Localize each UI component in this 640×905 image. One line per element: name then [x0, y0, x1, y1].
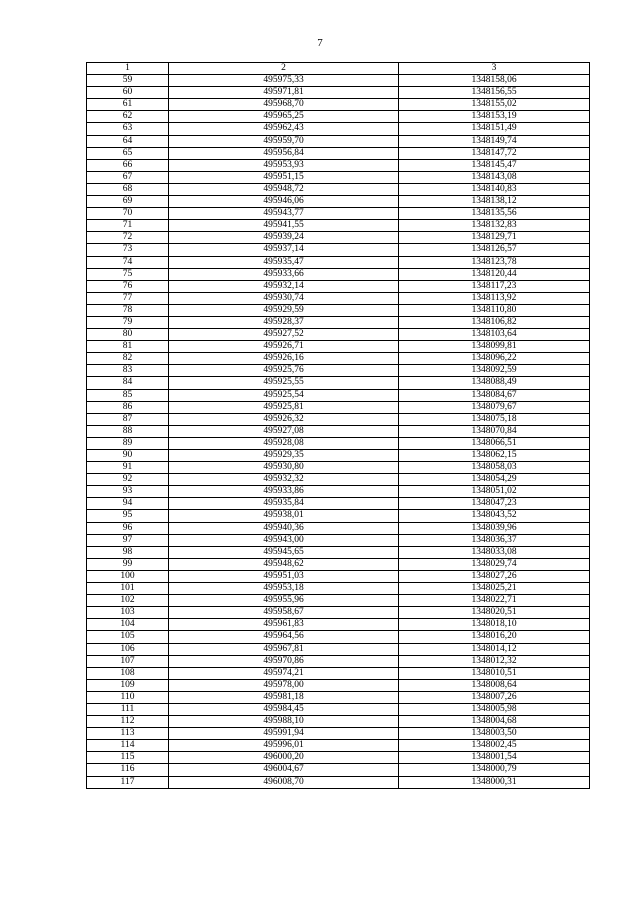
point-number-cell: 65 [87, 147, 169, 159]
x-coordinate-cell: 495925,76 [169, 365, 399, 377]
table-row [87, 752, 590, 764]
y-coordinate-cell: 1348007,26 [399, 691, 590, 703]
table-row [87, 232, 590, 244]
table-row [87, 607, 590, 619]
y-coordinate-cell: 1348129,71 [399, 232, 590, 244]
point-number-cell: 64 [87, 135, 169, 147]
y-coordinate-cell: 1348070,84 [399, 425, 590, 437]
x-coordinate-cell: 495978,00 [169, 679, 399, 691]
point-number-cell: 109 [87, 679, 169, 691]
x-coordinate-cell: 495974,21 [169, 667, 399, 679]
y-coordinate-cell: 1348126,57 [399, 244, 590, 256]
y-coordinate-cell: 1348156,55 [399, 87, 590, 99]
y-coordinate-cell: 1348018,10 [399, 619, 590, 631]
point-number-cell: 115 [87, 752, 169, 764]
y-coordinate-cell: 1348025,21 [399, 583, 590, 595]
x-coordinate-cell: 495940,36 [169, 522, 399, 534]
x-coordinate-cell: 495926,16 [169, 353, 399, 365]
x-coordinate-cell: 495988,10 [169, 716, 399, 728]
table-row [87, 691, 590, 703]
y-coordinate-cell: 1348008,64 [399, 679, 590, 691]
point-number-cell: 77 [87, 292, 169, 304]
point-number-cell: 66 [87, 159, 169, 171]
point-number-cell: 98 [87, 546, 169, 558]
point-number-cell: 69 [87, 196, 169, 208]
y-coordinate-cell: 1348138,12 [399, 196, 590, 208]
point-number-cell: 72 [87, 232, 169, 244]
point-number-cell: 89 [87, 437, 169, 449]
y-coordinate-cell: 1348027,26 [399, 570, 590, 582]
y-coordinate-cell: 1348123,78 [399, 256, 590, 268]
x-coordinate-cell: 495991,94 [169, 728, 399, 740]
x-coordinate-cell: 495929,35 [169, 450, 399, 462]
y-coordinate-cell: 1348054,29 [399, 474, 590, 486]
point-number-cell: 92 [87, 474, 169, 486]
table-row [87, 292, 590, 304]
x-coordinate-cell: 496004,67 [169, 764, 399, 776]
table-row [87, 353, 590, 365]
y-coordinate-cell: 1348000,31 [399, 776, 590, 788]
table-header-row [87, 63, 590, 75]
table-row [87, 413, 590, 425]
point-number-cell: 88 [87, 425, 169, 437]
x-coordinate-cell: 495937,14 [169, 244, 399, 256]
point-number-cell: 67 [87, 171, 169, 183]
point-number-cell: 80 [87, 329, 169, 341]
x-coordinate-cell: 495965,25 [169, 111, 399, 123]
point-number-cell: 114 [87, 740, 169, 752]
table-row [87, 159, 590, 171]
x-coordinate-cell: 495961,83 [169, 619, 399, 631]
point-number-cell: 116 [87, 764, 169, 776]
y-coordinate-cell: 1348020,51 [399, 607, 590, 619]
point-number-cell: 102 [87, 595, 169, 607]
y-coordinate-cell: 1348004,68 [399, 716, 590, 728]
table-row [87, 667, 590, 679]
table-row [87, 522, 590, 534]
x-coordinate-cell: 495926,71 [169, 341, 399, 353]
point-number-cell: 84 [87, 377, 169, 389]
y-coordinate-cell: 1348117,23 [399, 280, 590, 292]
point-number-cell: 97 [87, 534, 169, 546]
y-coordinate-cell: 1348099,81 [399, 341, 590, 353]
point-number-cell: 101 [87, 583, 169, 595]
y-coordinate-cell: 1348084,67 [399, 389, 590, 401]
point-number-cell: 96 [87, 522, 169, 534]
table-row [87, 486, 590, 498]
x-coordinate-cell: 495943,77 [169, 208, 399, 220]
table-row [87, 377, 590, 389]
table-row [87, 595, 590, 607]
table-row [87, 558, 590, 570]
table-row [87, 123, 590, 135]
point-number-cell: 112 [87, 716, 169, 728]
y-coordinate-cell: 1348003,50 [399, 728, 590, 740]
table-row [87, 183, 590, 195]
y-coordinate-cell: 1348092,59 [399, 365, 590, 377]
point-number-cell: 73 [87, 244, 169, 256]
point-number-cell: 70 [87, 208, 169, 220]
table-row [87, 329, 590, 341]
point-number-cell: 61 [87, 99, 169, 111]
y-coordinate-cell: 1348147,72 [399, 147, 590, 159]
x-coordinate-cell: 495981,18 [169, 691, 399, 703]
table-row [87, 316, 590, 328]
y-coordinate-cell: 1348088,49 [399, 377, 590, 389]
x-coordinate-cell: 495953,93 [169, 159, 399, 171]
x-coordinate-cell: 495948,72 [169, 183, 399, 195]
y-coordinate-cell: 1348066,51 [399, 437, 590, 449]
point-number-cell: 91 [87, 462, 169, 474]
point-number-cell: 60 [87, 87, 169, 99]
table-row [87, 570, 590, 582]
x-coordinate-cell: 495968,70 [169, 99, 399, 111]
x-coordinate-cell: 495964,56 [169, 631, 399, 643]
x-coordinate-cell: 495971,81 [169, 87, 399, 99]
x-coordinate-cell: 495929,59 [169, 304, 399, 316]
x-coordinate-cell: 496000,20 [169, 752, 399, 764]
x-coordinate-cell: 495926,32 [169, 413, 399, 425]
table-row [87, 474, 590, 486]
y-coordinate-cell: 1348014,12 [399, 643, 590, 655]
x-coordinate-cell: 495959,70 [169, 135, 399, 147]
y-coordinate-cell: 1348039,96 [399, 522, 590, 534]
x-coordinate-cell: 495958,67 [169, 607, 399, 619]
point-number-cell: 99 [87, 558, 169, 570]
table-row [87, 244, 590, 256]
point-number-cell: 59 [87, 75, 169, 87]
table-row [87, 99, 590, 111]
y-coordinate-cell: 1348016,20 [399, 631, 590, 643]
x-coordinate-cell: 496008,70 [169, 776, 399, 788]
x-coordinate-cell: 495927,08 [169, 425, 399, 437]
point-number-cell: 83 [87, 365, 169, 377]
x-coordinate-cell: 495925,55 [169, 377, 399, 389]
point-number-cell: 81 [87, 341, 169, 353]
y-coordinate-cell: 1348153,19 [399, 111, 590, 123]
point-number-cell: 68 [87, 183, 169, 195]
x-coordinate-cell: 495930,74 [169, 292, 399, 304]
point-number-cell: 86 [87, 401, 169, 413]
y-coordinate-cell: 1348005,98 [399, 703, 590, 715]
point-number-cell: 87 [87, 413, 169, 425]
table-row [87, 703, 590, 715]
point-number-cell: 113 [87, 728, 169, 740]
y-coordinate-cell: 1348012,32 [399, 655, 590, 667]
y-coordinate-cell: 1348058,03 [399, 462, 590, 474]
y-coordinate-cell: 1348062,15 [399, 450, 590, 462]
point-number-cell: 105 [87, 631, 169, 643]
point-number-cell: 63 [87, 123, 169, 135]
table-row [87, 462, 590, 474]
y-coordinate-cell: 1348010,51 [399, 667, 590, 679]
table-row [87, 498, 590, 510]
x-coordinate-cell: 495941,55 [169, 220, 399, 232]
x-coordinate-cell: 495930,80 [169, 462, 399, 474]
point-number-cell: 95 [87, 510, 169, 522]
x-coordinate-cell: 495953,18 [169, 583, 399, 595]
point-number-cell: 74 [87, 256, 169, 268]
table-row [87, 740, 590, 752]
x-coordinate-cell: 495935,84 [169, 498, 399, 510]
point-number-cell: 79 [87, 316, 169, 328]
table-row [87, 655, 590, 667]
x-coordinate-cell: 495933,86 [169, 486, 399, 498]
y-coordinate-cell: 1348002,45 [399, 740, 590, 752]
x-coordinate-cell: 495925,54 [169, 389, 399, 401]
point-number-cell: 93 [87, 486, 169, 498]
table-row [87, 171, 590, 183]
y-coordinate-cell: 1348151,49 [399, 123, 590, 135]
table-row [87, 87, 590, 99]
table-row [87, 304, 590, 316]
y-coordinate-cell: 1348033,08 [399, 546, 590, 558]
table-row [87, 450, 590, 462]
table-row [87, 75, 590, 87]
point-number-cell: 117 [87, 776, 169, 788]
x-coordinate-cell: 495932,32 [169, 474, 399, 486]
table-row [87, 619, 590, 631]
coordinates-table [86, 62, 590, 789]
table-row [87, 546, 590, 558]
x-coordinate-cell: 495933,66 [169, 268, 399, 280]
x-coordinate-cell: 495951,03 [169, 570, 399, 582]
y-coordinate-cell: 1348001,54 [399, 752, 590, 764]
y-coordinate-cell: 1348149,74 [399, 135, 590, 147]
header-cell-y: 3 [399, 63, 590, 75]
page-number: 7 [317, 37, 323, 49]
table-row [87, 679, 590, 691]
y-coordinate-cell: 1348036,37 [399, 534, 590, 546]
y-coordinate-cell: 1348158,06 [399, 75, 590, 87]
table-row [87, 147, 590, 159]
table-row [87, 631, 590, 643]
x-coordinate-cell: 495955,96 [169, 595, 399, 607]
y-coordinate-cell: 1348106,82 [399, 316, 590, 328]
x-coordinate-cell: 495939,24 [169, 232, 399, 244]
table-row [87, 135, 590, 147]
x-coordinate-cell: 495962,43 [169, 123, 399, 135]
y-coordinate-cell: 1348000,79 [399, 764, 590, 776]
y-coordinate-cell: 1348096,22 [399, 353, 590, 365]
table-row [87, 208, 590, 220]
table-row [87, 510, 590, 522]
point-number-cell: 71 [87, 220, 169, 232]
y-coordinate-cell: 1348103,64 [399, 329, 590, 341]
y-coordinate-cell: 1348075,18 [399, 413, 590, 425]
y-coordinate-cell: 1348079,67 [399, 401, 590, 413]
x-coordinate-cell: 495932,14 [169, 280, 399, 292]
y-coordinate-cell: 1348120,44 [399, 268, 590, 280]
table-row [87, 716, 590, 728]
table-row [87, 728, 590, 740]
point-number-cell: 90 [87, 450, 169, 462]
y-coordinate-cell: 1348043,52 [399, 510, 590, 522]
y-coordinate-cell: 1348110,80 [399, 304, 590, 316]
y-coordinate-cell: 1348155,02 [399, 99, 590, 111]
table-row [87, 643, 590, 655]
x-coordinate-cell: 495928,08 [169, 437, 399, 449]
x-coordinate-cell: 495948,62 [169, 558, 399, 570]
x-coordinate-cell: 495945,65 [169, 546, 399, 558]
y-coordinate-cell: 1348047,23 [399, 498, 590, 510]
point-number-cell: 111 [87, 703, 169, 715]
x-coordinate-cell: 495938,01 [169, 510, 399, 522]
table-row [87, 365, 590, 377]
table-row [87, 196, 590, 208]
point-number-cell: 82 [87, 353, 169, 365]
point-number-cell: 76 [87, 280, 169, 292]
table-row [87, 534, 590, 546]
table-row [87, 341, 590, 353]
y-coordinate-cell: 1348140,83 [399, 183, 590, 195]
table-row [87, 111, 590, 123]
y-coordinate-cell: 1348029,74 [399, 558, 590, 570]
point-number-cell: 103 [87, 607, 169, 619]
table-row [87, 280, 590, 292]
x-coordinate-cell: 495943,00 [169, 534, 399, 546]
y-coordinate-cell: 1348143,08 [399, 171, 590, 183]
point-number-cell: 108 [87, 667, 169, 679]
table-row [87, 776, 590, 788]
table-row [87, 256, 590, 268]
x-coordinate-cell: 495935,47 [169, 256, 399, 268]
x-coordinate-cell: 495967,81 [169, 643, 399, 655]
y-coordinate-cell: 1348022,71 [399, 595, 590, 607]
table-row [87, 583, 590, 595]
y-coordinate-cell: 1348051,02 [399, 486, 590, 498]
table-row [87, 401, 590, 413]
table-body [87, 75, 590, 789]
table-row [87, 389, 590, 401]
header-cell-point-number: 1 [87, 63, 169, 75]
table-row [87, 425, 590, 437]
x-coordinate-cell: 495975,33 [169, 75, 399, 87]
point-number-cell: 94 [87, 498, 169, 510]
point-number-cell: 78 [87, 304, 169, 316]
y-coordinate-cell: 1348113,92 [399, 292, 590, 304]
point-number-cell: 110 [87, 691, 169, 703]
x-coordinate-cell: 495970,86 [169, 655, 399, 667]
x-coordinate-cell: 495956,84 [169, 147, 399, 159]
point-number-cell: 104 [87, 619, 169, 631]
x-coordinate-cell: 495984,45 [169, 703, 399, 715]
y-coordinate-cell: 1348135,56 [399, 208, 590, 220]
table-row [87, 437, 590, 449]
x-coordinate-cell: 495996,01 [169, 740, 399, 752]
y-coordinate-cell: 1348132,83 [399, 220, 590, 232]
x-coordinate-cell: 495951,15 [169, 171, 399, 183]
table-row [87, 764, 590, 776]
point-number-cell: 107 [87, 655, 169, 667]
header-cell-x: 2 [169, 63, 399, 75]
x-coordinate-cell: 495927,52 [169, 329, 399, 341]
point-number-cell: 75 [87, 268, 169, 280]
x-coordinate-cell: 495946,06 [169, 196, 399, 208]
x-coordinate-cell: 495925,81 [169, 401, 399, 413]
point-number-cell: 85 [87, 389, 169, 401]
y-coordinate-cell: 1348145,47 [399, 159, 590, 171]
table-row [87, 268, 590, 280]
point-number-cell: 62 [87, 111, 169, 123]
point-number-cell: 100 [87, 570, 169, 582]
point-number-cell: 106 [87, 643, 169, 655]
x-coordinate-cell: 495928,37 [169, 316, 399, 328]
table-row [87, 220, 590, 232]
